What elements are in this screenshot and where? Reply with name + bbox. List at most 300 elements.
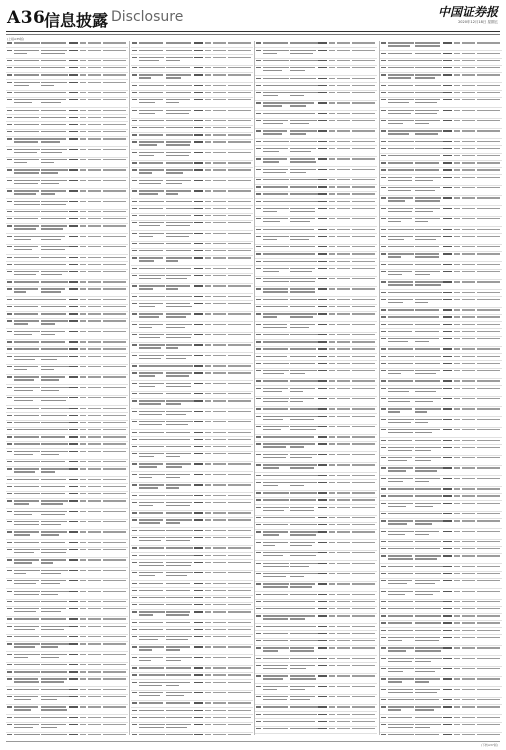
- table-cell-text-line: [263, 391, 282, 392]
- table-cell-text-line: [329, 388, 335, 389]
- table-cell-text-line: [388, 548, 414, 549]
- table-cell-text-line: [166, 540, 191, 541]
- table-cell-text-line: [166, 432, 190, 433]
- table-cell-text-line: [213, 355, 226, 356]
- table-cell-text-line: [139, 505, 153, 506]
- table-cell-text-line: [381, 591, 386, 592]
- table-cell-text-line: [41, 149, 67, 150]
- table-cell-text-line: [462, 699, 475, 700]
- table-cell-text-line: [388, 169, 414, 170]
- table-cell-text-line: [80, 50, 86, 51]
- table-cell-text-line: [477, 630, 500, 631]
- table-cell-text-line: [290, 626, 316, 627]
- table-cell-text-line: [41, 594, 58, 595]
- table-cell-text-line: [14, 601, 40, 602]
- table-row: [380, 417, 502, 427]
- table-row: [255, 277, 377, 287]
- table-cell-text-line: [290, 380, 318, 381]
- table-cell-text-line: [318, 517, 327, 518]
- table-cell-text-line: [352, 50, 375, 51]
- table-cell-text-line: [290, 341, 317, 342]
- table-cell-text-line: [166, 67, 190, 68]
- table-cell-text-line: [352, 721, 375, 722]
- table-cell-text-line: [166, 334, 193, 335]
- table-cell-text-line: [290, 271, 312, 272]
- table-cell-text-line: [477, 608, 500, 609]
- table-cell-text-line: [290, 416, 318, 417]
- table-cell-text-line: [14, 397, 41, 398]
- table-cell-text-line: [388, 45, 410, 46]
- table-cell-text-line: [132, 667, 137, 668]
- table-cell-text-line: [415, 246, 439, 247]
- table-cell-text-line: [80, 117, 86, 118]
- table-cell-text-line: [462, 734, 475, 735]
- table-cell-text-line: [443, 495, 452, 496]
- table-cell-text-line: [69, 443, 78, 444]
- table-cell-text-line: [388, 668, 414, 669]
- table-cell-text-line: [166, 324, 192, 325]
- table-cell-text-line: [228, 446, 251, 447]
- table-cell-text-line: [166, 344, 193, 345]
- table-row: [6, 600, 128, 607]
- table-cell-text-line: [290, 363, 314, 364]
- table-cell-text-line: [337, 615, 350, 616]
- table-cell-text-line: [477, 197, 500, 198]
- table-cell-text-line: [213, 141, 226, 142]
- table-cell-text-line: [103, 486, 126, 487]
- table-cell-text-line: [132, 411, 137, 412]
- table-cell-text-line: [337, 60, 350, 61]
- table-row: [255, 705, 377, 712]
- table-cell-text-line: [415, 734, 439, 735]
- table-cell-text-line: [388, 370, 414, 371]
- table-row: [131, 620, 253, 627]
- table-cell-text-line: [228, 400, 251, 401]
- table-cell-text-line: [88, 511, 101, 512]
- table-cell-text-line: [132, 201, 137, 202]
- table-cell-text-line: [454, 440, 460, 441]
- table-cell-text-line: [318, 524, 327, 525]
- table-cell-text-line: [205, 134, 211, 135]
- table-cell-text-line: [454, 162, 460, 163]
- table-cell-text-line: [88, 271, 101, 272]
- table-cell-text-line: [41, 341, 65, 342]
- table-cell-text-line: [69, 99, 78, 100]
- table-row: [380, 139, 502, 146]
- table-cell-text-line: [14, 306, 38, 307]
- table-cell-text-line: [290, 454, 317, 455]
- table-cell-text-line: [329, 658, 335, 659]
- table-cell-text-line: [290, 665, 315, 666]
- table-cell-text-line: [194, 243, 203, 244]
- table-cell-text-line: [7, 257, 12, 258]
- table-cell-text-line: [88, 257, 101, 258]
- table-row: [131, 41, 253, 48]
- table-cell-text-line: [415, 488, 441, 489]
- table-row: [6, 73, 128, 80]
- table-cell-text-line: [205, 324, 211, 325]
- table-cell-text-line: [88, 601, 101, 602]
- table-row: [6, 305, 128, 312]
- table-cell-text-line: [388, 440, 412, 441]
- table-cell-text-line: [263, 172, 285, 173]
- table-cell-text-line: [166, 303, 191, 304]
- table-cell-text-line: [228, 257, 251, 258]
- table-cell-text-line: [88, 422, 101, 423]
- table-cell-text-line: [41, 85, 54, 86]
- table-cell-text-line: [205, 421, 211, 422]
- table-cell-text-line: [205, 152, 211, 153]
- table-cell-text-line: [388, 608, 414, 609]
- table-cell-text-line: [290, 531, 317, 532]
- table-cell-text-line: [337, 67, 350, 68]
- table-cell-text-line: [388, 187, 415, 188]
- table-cell-text-line: [194, 303, 203, 304]
- table-cell-text-line: [7, 117, 12, 118]
- table-cell-text-line: [166, 372, 193, 373]
- table-cell-text-line: [139, 250, 163, 251]
- table-cell-text-line: [7, 724, 12, 725]
- table-cell-text-line: [139, 141, 165, 142]
- table-cell-text-line: [256, 50, 261, 51]
- table-cell-text-line: [213, 724, 226, 725]
- table-cell-text-line: [256, 426, 261, 427]
- table-row: [255, 452, 377, 462]
- table-cell-text-line: [263, 586, 287, 587]
- table-cell-text-line: [139, 717, 165, 718]
- table-cell-text-line: [205, 365, 211, 366]
- table-cell-text-line: [256, 552, 261, 553]
- table-cell-text-line: [477, 478, 500, 479]
- table-cell-text-line: [352, 229, 375, 230]
- table-cell-text-line: [329, 647, 335, 648]
- table-cell-text-line: [462, 531, 475, 532]
- table-cell-text-line: [69, 124, 78, 125]
- table-row: [380, 512, 502, 519]
- table-cell-text-line: [415, 630, 441, 631]
- table-cell-text-line: [132, 208, 137, 209]
- table-cell-text-line: [381, 85, 386, 86]
- table-cell-text-line: [228, 562, 251, 563]
- table-cell-text-line: [41, 724, 66, 725]
- table-cell-text-line: [228, 162, 251, 163]
- table-cell-text-line: [443, 271, 452, 272]
- table-cell-text-line: [415, 440, 441, 441]
- table-cell-text-line: [139, 275, 166, 276]
- table-cell-text-line: [41, 369, 54, 370]
- table-cell-text-line: [388, 190, 411, 191]
- table-cell-text-line: [477, 264, 500, 265]
- table-cell-text-line: [88, 281, 101, 282]
- table-cell-text-line: [415, 348, 440, 349]
- table-cell-text-line: [415, 615, 441, 616]
- table-row: [131, 635, 253, 645]
- table-cell-text-line: [139, 102, 156, 103]
- table-cell-text-line: [14, 211, 40, 212]
- table-cell-text-line: [462, 503, 475, 504]
- table-cell-text-line: [337, 261, 350, 262]
- table-cell-text-line: [388, 162, 413, 163]
- table-cell-text-line: [132, 474, 137, 475]
- table-cell-text-line: [103, 117, 126, 118]
- table-cell-text-line: [69, 138, 78, 139]
- table-cell-text-line: [477, 419, 500, 420]
- table-cell-text-line: [7, 511, 12, 512]
- table-cell-text-line: [103, 570, 126, 571]
- table-cell-text-line: [7, 348, 12, 349]
- table-cell-text-line: [388, 506, 406, 507]
- table-cell-text-line: [139, 495, 166, 496]
- table-cell-text-line: [69, 74, 78, 75]
- table-cell-text-line: [166, 474, 191, 475]
- table-cell-text-line: [228, 583, 251, 584]
- table-cell-text-line: [139, 403, 162, 404]
- table-cell-text-line: [228, 537, 251, 538]
- table-cell-text-line: [318, 179, 327, 180]
- table-cell-text-line: [290, 158, 315, 159]
- table-cell-text-line: [88, 608, 101, 609]
- table-row: [255, 407, 377, 414]
- table-row: [380, 196, 502, 206]
- table-row: [380, 66, 502, 73]
- table-cell-text-line: [139, 540, 162, 541]
- table-cell-text-line: [103, 643, 126, 644]
- table-row: [255, 91, 377, 101]
- table-cell-text-line: [352, 356, 375, 357]
- table-cell-text-line: [454, 324, 460, 325]
- table-cell-text-line: [352, 102, 375, 103]
- table-cell-text-line: [41, 299, 66, 300]
- table-cell-text-line: [41, 552, 66, 553]
- table-cell-text-line: [337, 236, 350, 237]
- table-cell-text-line: [290, 161, 315, 162]
- table-cell-text-line: [14, 573, 26, 574]
- table-cell-text-line: [352, 507, 375, 508]
- table-cell-text-line: [213, 180, 226, 181]
- table-cell-text-line: [454, 637, 460, 638]
- table-cell-text-line: [443, 363, 452, 364]
- table-cell-text-line: [166, 667, 192, 668]
- table-cell-text-line: [329, 370, 335, 371]
- table-cell-text-line: [454, 419, 460, 420]
- table-cell-text-line: [139, 344, 166, 345]
- table-row: [380, 161, 502, 168]
- table-cell-text-line: [454, 370, 460, 371]
- table-cell-text-line: [103, 288, 126, 289]
- table-cell-text-line: [352, 246, 375, 247]
- table-cell-text-line: [388, 541, 413, 542]
- table-cell-text-line: [88, 486, 101, 487]
- table-cell-text-line: [41, 534, 59, 535]
- table-cell-text-line: [318, 193, 327, 194]
- table-cell-text-line: [14, 172, 39, 173]
- table-cell-text-line: [415, 388, 442, 389]
- table-cell-text-line: [69, 734, 78, 735]
- table-cell-text-line: [213, 597, 226, 598]
- table-cell-text-line: [263, 552, 289, 553]
- table-cell-text-line: [337, 299, 350, 300]
- table-cell-text-line: [103, 415, 126, 416]
- table-cell-text-line: [462, 264, 475, 265]
- table-cell-text-line: [80, 531, 86, 532]
- table-row: [131, 581, 253, 588]
- table-cell-text-line: [415, 92, 443, 93]
- table-cell-text-line: [139, 614, 153, 615]
- table-cell-text-line: [69, 42, 78, 43]
- table-row: [131, 119, 253, 126]
- table-cell-text-line: [7, 717, 12, 718]
- table-cell-text-line: [41, 542, 65, 543]
- table-cell-text-line: [166, 453, 191, 454]
- table-cell-text-line: [7, 678, 12, 679]
- table-cell-text-line: [256, 482, 261, 483]
- table-cell-text-line: [352, 186, 375, 187]
- table-cell-text-line: [318, 388, 327, 389]
- table-cell-text-line: [415, 531, 439, 532]
- table-cell-text-line: [80, 110, 86, 111]
- table-cell-text-line: [205, 547, 211, 548]
- table-cell-text-line: [14, 102, 32, 103]
- table-cell-text-line: [80, 664, 86, 665]
- table-cell-text-line: [80, 180, 86, 181]
- table-cell-text-line: [290, 123, 309, 124]
- table-cell-text-line: [228, 141, 251, 142]
- table-cell-text-line: [41, 689, 69, 690]
- table-cell-text-line: [290, 408, 318, 409]
- table-cell-text-line: [352, 148, 375, 149]
- table-cell-text-line: [352, 696, 375, 697]
- table-cell-text-line: [454, 689, 460, 690]
- table-cell-text-line: [388, 661, 412, 662]
- table-cell-text-line: [205, 717, 211, 718]
- table-cell-text-line: [213, 502, 226, 503]
- table-cell-text-line: [329, 341, 335, 342]
- table-cell-text-line: [88, 320, 101, 321]
- table-cell-text-line: [132, 74, 137, 75]
- table-cell-text-line: [381, 338, 386, 339]
- table-cell-text-line: [290, 78, 316, 79]
- table-row: [255, 592, 377, 599]
- table-cell-text-line: [263, 728, 288, 729]
- table-cell-text-line: [103, 717, 126, 718]
- table-cell-text-line: [88, 479, 101, 480]
- table-cell-text-line: [69, 257, 78, 258]
- table-cell-text-line: [415, 637, 440, 638]
- table-cell-text-line: [388, 671, 403, 672]
- table-cell-text-line: [415, 309, 439, 310]
- table-cell-text-line: [352, 542, 375, 543]
- table-cell-text-line: [381, 566, 386, 567]
- table-cell-text-line: [263, 370, 289, 371]
- table-cell-text-line: [337, 675, 350, 676]
- table-cell-text-line: [103, 671, 126, 672]
- table-cell-text-line: [443, 388, 452, 389]
- table-cell-text-line: [352, 686, 375, 687]
- table-row: [6, 234, 128, 244]
- table-cell-text-line: [139, 375, 155, 376]
- table-cell-text-line: [337, 507, 350, 508]
- table-cell-text-line: [462, 630, 475, 631]
- table-cell-text-line: [69, 299, 78, 300]
- table-cell-text-line: [415, 380, 440, 381]
- table-cell-text-line: [388, 681, 402, 682]
- table-cell-text-line: [213, 110, 226, 111]
- table-cell-text-line: [263, 327, 287, 328]
- table-cell-text-line: [228, 127, 251, 128]
- table-cell-text-line: [352, 563, 375, 564]
- table-cell-text-line: [69, 201, 78, 202]
- table-cell-text-line: [256, 542, 261, 543]
- table-cell-text-line: [69, 618, 78, 619]
- table-cell-text-line: [318, 626, 327, 627]
- table-cell-text-line: [318, 306, 327, 307]
- table-row: [255, 111, 377, 118]
- table-cell-text-line: [69, 313, 78, 314]
- table-row: [6, 435, 128, 442]
- table-row: [6, 178, 128, 188]
- table-cell-text-line: [454, 236, 460, 237]
- table-cell-text-line: [337, 120, 350, 121]
- table-cell-text-line: [388, 123, 403, 124]
- table-cell-text-line: [329, 640, 335, 641]
- table-cell-text-line: [477, 155, 500, 156]
- table-cell-text-line: [103, 724, 126, 725]
- table-cell-text-line: [103, 521, 126, 522]
- table-cell-text-line: [454, 478, 460, 479]
- table-cell-text-line: [256, 464, 261, 465]
- table-row: [131, 733, 253, 735]
- table-row: [255, 185, 377, 192]
- table-cell-text-line: [14, 514, 32, 515]
- table-cell-text-line: [132, 57, 137, 58]
- table-cell-text-line: [103, 580, 126, 581]
- table-cell-text-line: [205, 474, 211, 475]
- table-cell-text-line: [194, 710, 203, 711]
- table-cell-text-line: [41, 193, 55, 194]
- table-cell-text-line: [290, 492, 316, 493]
- table-cell-text-line: [352, 398, 375, 399]
- table-cell-text-line: [166, 502, 193, 503]
- table-cell-text-line: [462, 380, 475, 381]
- table-row: [131, 266, 253, 273]
- table-cell-text-line: [132, 717, 137, 718]
- table-cell-text-line: [290, 370, 317, 371]
- table-cell-text-line: [41, 92, 66, 93]
- table-cell-text-line: [443, 513, 452, 514]
- table-cell-text-line: [290, 133, 305, 134]
- table-cell-text-line: [228, 393, 251, 394]
- table-cell-text-line: [415, 74, 441, 75]
- table-cell-text-line: [88, 288, 101, 289]
- table-cell-text-line: [256, 436, 261, 437]
- table-cell-text-line: [329, 665, 335, 666]
- table-cell-text-line: [7, 500, 12, 501]
- table-cell-text-line: [80, 348, 86, 349]
- table-cell-text-line: [352, 158, 375, 159]
- table-cell-text-line: [318, 120, 327, 121]
- table-cell-text-line: [228, 421, 251, 422]
- table-cell-text-line: [166, 484, 191, 485]
- table-row: [255, 684, 377, 694]
- table-cell-text-line: [381, 42, 386, 43]
- table-cell-text-line: [454, 208, 460, 209]
- table-cell-text-line: [14, 654, 40, 655]
- table-cell-text-line: [7, 159, 12, 160]
- table-cell-text-line: [290, 261, 316, 262]
- table-cell-text-line: [14, 387, 40, 388]
- table-row: [255, 157, 377, 167]
- table-cell-text-line: [41, 636, 67, 637]
